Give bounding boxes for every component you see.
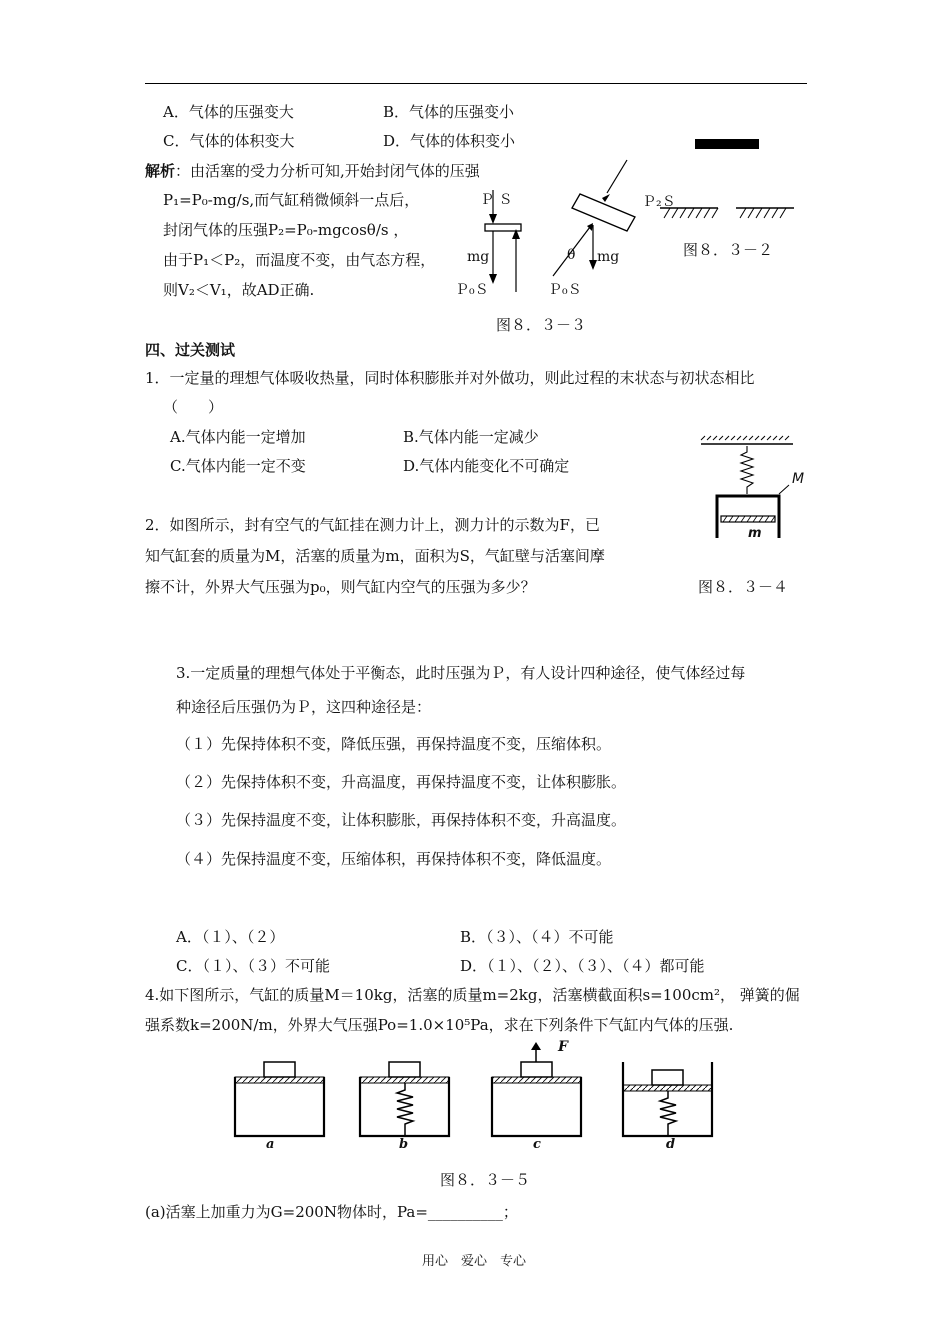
q3-line-2: 种途径后压强仍为Ｐ，这四种途径是： — [176, 698, 432, 716]
fig832-caption: 图８．３－２ — [683, 241, 774, 259]
cylinder-b — [360, 1062, 449, 1136]
fig833-label-p0s-left: Ｐ₀Ｓ — [455, 282, 489, 298]
q1-option-d: D.气体内能变化不可确定 — [403, 457, 570, 475]
fig833-label-mg-left: mg — [467, 249, 490, 265]
q3-option-a: A．（１）、（２） — [176, 928, 285, 946]
option-c: C．气体的体积变大 — [163, 132, 295, 150]
analysis-line-2: P₁=P₀-mg/s,而气缸稍微倾斜一点后， — [163, 191, 420, 209]
q1-option-b: B.气体内能一定减少 — [403, 428, 539, 446]
q3-item-2: （２）先保持体积不变，升高温度，再保持温度不变，让体积膨胀。 — [176, 773, 627, 791]
fig835-label-b: b — [399, 1137, 409, 1152]
q1-paren: （ ） — [163, 398, 224, 416]
q1-option-a: A.气体内能一定增加 — [170, 428, 306, 446]
q1-option-c: C.气体内能一定不变 — [170, 457, 306, 475]
fig833-label-p0s-right: Ｐ₀Ｓ — [548, 282, 582, 298]
option-d: D．气体的体积变小 — [383, 132, 516, 150]
fig833-caption: 图８．３－３ — [496, 316, 587, 334]
analysis-line-5: 则V₂＜V₁，故AD正确. — [163, 281, 315, 299]
fig835-label-a: a — [266, 1137, 275, 1152]
q3-item-3: （３）先保持温度不变，让体积膨胀，再保持体积不变，升高温度。 — [176, 811, 627, 829]
fig835-diagram — [225, 1040, 725, 1140]
q3-option-d: D．（１）、（２）、（３）、（４）都可能 — [460, 957, 705, 975]
cylinder-d — [623, 1062, 712, 1136]
fig833-label-mg-right: mg — [597, 249, 620, 265]
q4-line-2: 强系数k=200N/m，外界大气压强Po=1.0×10⁵Pa，求在下列条件下气缸内气体的压强. — [145, 1016, 734, 1034]
fig834-label-small-m: m — [748, 526, 762, 541]
fig832-ground-hatch — [660, 206, 800, 222]
q2-line-3: 擦不计，外界大气压强为p₀，则气缸内空气的压强为多少？ — [145, 578, 536, 596]
fig833-label-ps: Ｐ Ｓ — [480, 192, 513, 208]
analysis-line-1: 解析：由活塞的受力分析可知,开始封闭气体的压强 — [145, 162, 480, 180]
q3-item-4: （４）先保持温度不变，压缩体积，再保持体积不变，降低温度。 — [176, 850, 612, 868]
option-b: B．气体的压强变小 — [383, 103, 515, 121]
q1-stem: 1．一定量的理想气体吸收热量，同时体积膨胀并对外做功，则此过程的末状态与初状态相比 — [145, 369, 755, 387]
option-a: A．气体的压强变大 — [163, 103, 294, 121]
analysis-line-4: 由于P₁＜P₂，而温度不变，由气态方程， — [163, 251, 436, 269]
q3-item-1: （１）先保持体积不变，降低压强，再保持温度不变，压缩体积。 — [176, 735, 612, 753]
section-title: 四、过关测试 — [145, 341, 236, 359]
q3-line-1: 3.一定质量的理想气体处于平衡态，此时压强为Ｐ，有人设计四种途径，使气体经过每 — [176, 664, 746, 682]
cylinder-a — [235, 1062, 324, 1136]
fig833-label-theta: θ — [567, 247, 576, 263]
fig835-label-f: F — [558, 1039, 568, 1055]
q4-part-a: (a)活塞上加重力为G=200N物体时，Pa=__________； — [145, 1203, 518, 1221]
fig832-black-bar — [695, 139, 759, 149]
fig835-caption: 图８．３－５ — [440, 1171, 531, 1189]
footer-text: 用心 爱心 专心 — [422, 1254, 527, 1269]
header-rule — [145, 83, 807, 84]
q2-line-1: 2．如图所示，封有空气的气缸挂在测力计上，测力计的示数为F，已 — [145, 516, 600, 534]
fig832-label-p2s: Ｐ₂Ｓ — [642, 194, 676, 210]
q3-option-b: B．（３）、（４）不可能 — [460, 928, 614, 946]
q3-option-c: C．（１）、（３）不可能 — [176, 957, 330, 975]
fig834-caption: 图８．３－４ — [698, 578, 789, 596]
cylinder-c — [492, 1042, 581, 1136]
fig834-label-big-m: M — [792, 471, 805, 487]
analysis-label: 解析 — [145, 162, 176, 180]
q4-line-1: 4.如下图所示，气缸的质量M＝10kg，活塞的质量m=2kg，活塞横截面积s=100cm²， 弹簧的倔 — [145, 986, 800, 1004]
analysis-line-3: 封闭气体的压强P₂=P₀-mgcosθ/s ， — [163, 221, 409, 239]
fig835-label-d: d — [666, 1137, 676, 1152]
q2-line-2: 知气缸套的质量为M，活塞的质量为m，面积为S，气缸壁与活塞间摩 — [145, 547, 605, 565]
fig835-label-c: c — [533, 1137, 541, 1152]
